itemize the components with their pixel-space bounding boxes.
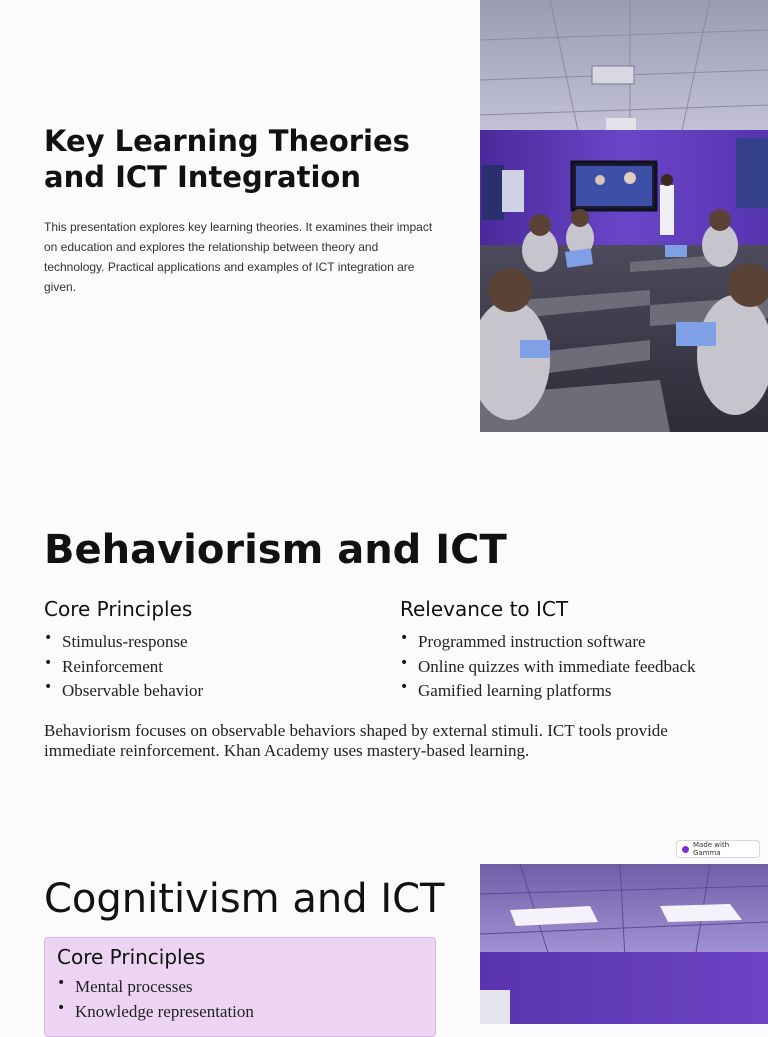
list-item: • Knowledge representation: [57, 1000, 423, 1025]
slide-behaviorism-heading: Behaviorism and ICT: [44, 527, 507, 573]
core-principles-card: [44, 937, 436, 1037]
card-heading: Core Principles: [57, 945, 206, 969]
list-item: • Gamified learning platforms: [400, 679, 750, 704]
badge-label: Made with Gamma: [693, 841, 730, 857]
core-principles-list: [44, 630, 384, 704]
slide-title-description: This presentation explores key learning theories. It examines their impact on education and explores the relationship between theory and technology. Practical applications and examples of ICT integration are given.: [44, 220, 433, 294]
list-item: • Stimulus-response: [44, 630, 384, 655]
slide-behaviorism: [0, 432, 768, 864]
relevance-heading: Relevance to ICT: [400, 597, 569, 621]
classroom-photo: [480, 0, 768, 432]
classroom-photo-2: [480, 864, 768, 1024]
list-item: • Online quizzes with immediate feedback: [400, 655, 750, 680]
relevance-list: [400, 630, 750, 704]
slide-cognitivism-heading: Cognitivism and ICT: [44, 876, 445, 922]
slide-title: [0, 0, 768, 432]
core-principles-column: [44, 596, 384, 704]
relevance-column: [400, 596, 750, 704]
list-item: • Mental processes: [57, 975, 423, 1000]
made-with-gamma-badge[interactable]: [676, 840, 760, 858]
core-principles-heading: Core Principles: [44, 597, 193, 621]
behaviorism-summary: Behaviorism focuses on observable behaviors shaped by external stimuli. ICT tools provide immediate reinforcement. Khan Academy uses mastery-based learning.: [44, 721, 668, 760]
list-item: • Reinforcement: [44, 655, 384, 680]
list-item: • Observable behavior: [44, 679, 384, 704]
slide-title-heading: Key Learning Theories and ICT Integration: [44, 124, 410, 194]
gamma-logo-icon: [682, 846, 689, 853]
list-item: • Programmed instruction software: [400, 630, 750, 655]
card-list: [57, 975, 423, 1024]
